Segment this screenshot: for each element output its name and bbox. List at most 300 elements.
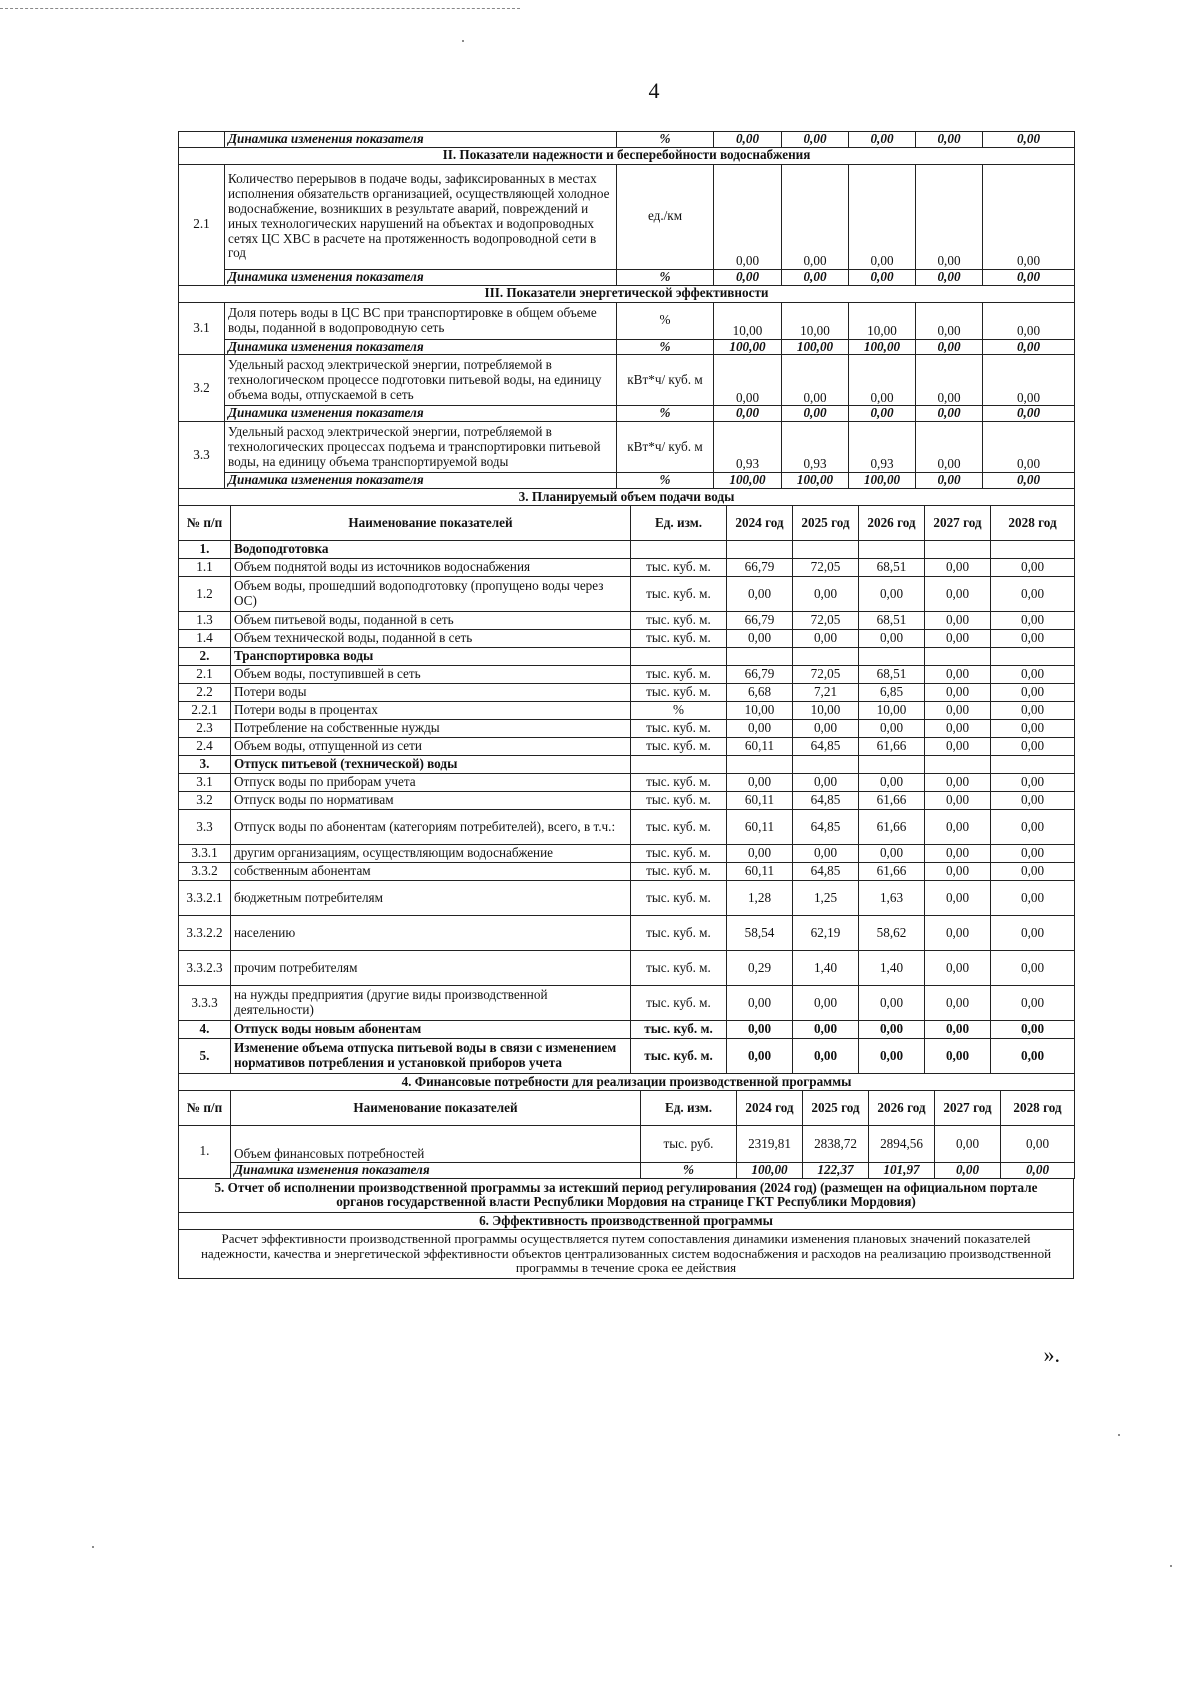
value-cell: 1,25 <box>793 880 859 915</box>
value-cell <box>925 647 991 665</box>
value-cell: 0,00 <box>925 576 991 611</box>
indicator-name: Доля потерь воды в ЦС ВС при транспортировке в общем объеме воды, поданной в водопроводную сеть <box>225 302 617 339</box>
section3-title <box>179 285 1075 302</box>
unit-cell: тыс. куб. м. <box>631 737 727 755</box>
row-name: Водоподготовка <box>231 540 631 558</box>
row-name: Объем воды, прошедший водоподготовку (пропущено воды через ОС) <box>231 576 631 611</box>
table-row <box>179 809 1075 844</box>
value-cell: 0,00 <box>925 1020 991 1038</box>
unit-cell: тыс. куб. м. <box>631 683 727 701</box>
value-cell: 0,00 <box>793 719 859 737</box>
indicator-row <box>179 164 1075 269</box>
indicator-row <box>179 302 1075 339</box>
row-number: 2.1 <box>179 164 225 285</box>
table-row <box>179 558 1075 576</box>
row-number: 1.1 <box>179 558 231 576</box>
row-number: 3.3.1 <box>179 844 231 862</box>
table-row <box>179 576 1075 611</box>
value-cell: 0,00 <box>991 950 1075 985</box>
row-name: Потери воды <box>231 683 631 701</box>
value-cell: 0,00 <box>859 719 925 737</box>
unit-cell <box>631 755 727 773</box>
value-cell: 64,85 <box>793 809 859 844</box>
value-cell: 0,00 <box>991 844 1075 862</box>
table-row <box>179 540 1075 558</box>
row-name: Отпуск питьевой (технической) воды <box>231 755 631 773</box>
dynamics-label: Динамика изменения показателя <box>225 269 617 285</box>
value-cell: 0,00 <box>991 862 1075 880</box>
value-cell: 0,00 <box>916 164 983 269</box>
row-number: 3.3 <box>179 422 225 489</box>
value-cell: 72,05 <box>793 611 859 629</box>
value-cell: 0,00 <box>991 791 1075 809</box>
dynamics-row <box>179 132 1075 148</box>
value-cell: 0,00 <box>983 132 1075 148</box>
row-number: 2.2.1 <box>179 701 231 719</box>
table-row <box>179 719 1075 737</box>
unit-cell: % <box>617 132 714 148</box>
row-number: 5. <box>179 1038 231 1073</box>
section3-title-cell: III. Показатели энергетической эффективности <box>179 285 1075 302</box>
unit-cell: тыс. куб. м. <box>631 1020 727 1038</box>
row-number: 2. <box>179 647 231 665</box>
table-row <box>179 915 1075 950</box>
value-cell: 61,66 <box>859 737 925 755</box>
row-number: 3.3.3 <box>179 985 231 1020</box>
dynamics-row <box>179 473 1075 489</box>
table-row <box>179 701 1075 719</box>
value-cell: 0,00 <box>782 269 849 285</box>
value-cell: 2319,81 <box>737 1125 803 1162</box>
table-row <box>179 950 1075 985</box>
value-cell: 72,05 <box>793 558 859 576</box>
section-fin-title-cell: 4. Финансовые потребности для реализации производственной программы <box>179 1073 1075 1090</box>
value-cell: 0,00 <box>727 985 793 1020</box>
table-row <box>179 737 1075 755</box>
unit-cell: тыс. куб. м. <box>631 1038 727 1073</box>
value-cell: 0,00 <box>991 985 1075 1020</box>
value-cell: 0,00 <box>925 611 991 629</box>
value-cell: 0,00 <box>727 719 793 737</box>
value-cell: 0,93 <box>849 422 916 473</box>
value-cell: 6,85 <box>859 683 925 701</box>
row-number: 2.3 <box>179 719 231 737</box>
unit-cell: тыс. куб. м. <box>631 950 727 985</box>
row-name: Объем воды, отпущенной из сети <box>231 737 631 755</box>
value-cell: 0,00 <box>727 844 793 862</box>
value-cell: 0,00 <box>859 629 925 647</box>
row-number: 2.4 <box>179 737 231 755</box>
header-year: 2026 год <box>859 505 925 540</box>
value-cell: 6,68 <box>727 683 793 701</box>
value-cell: 0,00 <box>925 862 991 880</box>
value-cell: 0,00 <box>849 164 916 269</box>
value-cell: 0,00 <box>849 269 916 285</box>
unit-cell: % <box>617 269 714 285</box>
section2-title-cell: II. Показатели надежности и бесперебойности водоснабжения <box>179 147 1075 164</box>
value-cell: 0,00 <box>991 737 1075 755</box>
section5-title: 5. Отчет об исполнении производственной программы за истекший период регулирования (2024 год) (размещен на официальном портале органов государственной власти Республики Мордовия на странице ГКТ Республики Мордовия) <box>179 1178 1074 1213</box>
table-row <box>179 791 1075 809</box>
value-cell: 10,00 <box>782 302 849 339</box>
indicator-name: Удельный расход электрической энергии, потребляемой в технологических процессах подъема и транспортировки питьевой воды, на единицу объема транспортируемой воды <box>225 422 617 473</box>
value-cell: 100,00 <box>849 473 916 489</box>
value-cell: 0,00 <box>782 132 849 148</box>
header-year: 2028 год <box>1001 1090 1075 1125</box>
scan-speck <box>1170 1565 1172 1567</box>
header-year: 2027 год <box>925 505 991 540</box>
row-number: 3.3.2.2 <box>179 915 231 950</box>
page-number: 4 <box>648 78 660 103</box>
value-cell: 0,00 <box>859 1038 925 1073</box>
value-cell: 0,00 <box>925 773 991 791</box>
indicator-name: Количество перерывов в подаче воды, зафиксированных в местах исполнения обязательств организацией, осуществляющей холодное водоснабжение, возникших в результате аварий, повреждений и иных технологических нарушений на объектах и водопроводных сетях ЦС ХВС в расчете на протяженность водопроводной сети в год <box>225 164 617 269</box>
value-cell <box>991 540 1075 558</box>
value-cell <box>859 540 925 558</box>
unit-cell: тыс. куб. м. <box>631 791 727 809</box>
value-cell: 60,11 <box>727 791 793 809</box>
value-cell: 0,00 <box>991 719 1075 737</box>
value-cell: 0,00 <box>714 164 782 269</box>
row-number: 3.2 <box>179 791 231 809</box>
row-number: 1.4 <box>179 629 231 647</box>
value-cell: 0,00 <box>991 665 1075 683</box>
value-cell <box>793 755 859 773</box>
row-number: 3. <box>179 755 231 773</box>
row-name: бюджетным потребителям <box>231 880 631 915</box>
value-cell <box>793 540 859 558</box>
value-cell: 122,37 <box>803 1162 869 1178</box>
table-row <box>179 862 1075 880</box>
unit-cell: % <box>617 473 714 489</box>
unit-cell: тыс. руб. <box>641 1125 737 1162</box>
value-cell: 0,00 <box>782 406 849 422</box>
unit-cell: тыс. куб. м. <box>631 576 727 611</box>
value-cell: 1,40 <box>793 950 859 985</box>
section2-title <box>179 147 1075 164</box>
value-cell: 101,97 <box>869 1162 935 1178</box>
dynamics-label: Динамика изменения показателя <box>231 1162 641 1178</box>
value-cell: 60,11 <box>727 862 793 880</box>
row-number: 3.3.2 <box>179 862 231 880</box>
value-cell: 0,00 <box>925 1038 991 1073</box>
value-cell: 0,00 <box>714 355 782 406</box>
dynamics-label: Динамика изменения показателя <box>225 406 617 422</box>
value-cell: 72,05 <box>793 665 859 683</box>
value-cell: 0,00 <box>714 269 782 285</box>
dynamics-label: Динамика изменения показателя <box>225 339 617 355</box>
value-cell: 10,00 <box>714 302 782 339</box>
value-cell: 0,00 <box>925 719 991 737</box>
value-cell: 0,00 <box>727 1020 793 1038</box>
value-cell: 0,00 <box>991 809 1075 844</box>
value-cell: 66,79 <box>727 665 793 683</box>
value-cell: 0,00 <box>991 576 1075 611</box>
row-number: 1.2 <box>179 576 231 611</box>
scan-speck <box>92 1546 94 1548</box>
value-cell: 0,00 <box>727 629 793 647</box>
value-cell: 0,00 <box>983 339 1075 355</box>
value-cell: 0,00 <box>916 422 983 473</box>
unit-cell: % <box>641 1162 737 1178</box>
row-number: 3.3.2.3 <box>179 950 231 985</box>
header-num: № п/п <box>179 505 231 540</box>
value-cell: 0,00 <box>925 880 991 915</box>
row-name: Объем поднятой воды из источников водоснабжения <box>231 558 631 576</box>
value-cell: 0,00 <box>983 355 1075 406</box>
value-cell <box>727 647 793 665</box>
value-cell: 0,00 <box>983 164 1075 269</box>
value-cell: 64,85 <box>793 791 859 809</box>
value-cell: 100,00 <box>782 473 849 489</box>
value-cell: 0,00 <box>793 576 859 611</box>
table-row <box>179 773 1075 791</box>
value-cell: 0,00 <box>925 809 991 844</box>
value-cell: 7,21 <box>793 683 859 701</box>
header-year: 2026 год <box>869 1090 935 1125</box>
row-number: 4. <box>179 1020 231 1038</box>
row-number: 2.1 <box>179 665 231 683</box>
value-cell: 0,00 <box>935 1162 1001 1178</box>
header-num: № п/п <box>179 1090 231 1125</box>
unit-cell: тыс. куб. м. <box>631 862 727 880</box>
unit-cell: тыс. куб. м. <box>631 558 727 576</box>
header-year: 2024 год <box>737 1090 803 1125</box>
value-cell <box>991 755 1075 773</box>
value-cell: 0,00 <box>991 880 1075 915</box>
unit-cell: тыс. куб. м. <box>631 844 727 862</box>
unit-cell: тыс. куб. м. <box>631 915 727 950</box>
value-cell: 0,00 <box>991 611 1075 629</box>
value-cell: 0,00 <box>991 683 1075 701</box>
unit-cell: % <box>617 302 714 339</box>
report-efficiency-table <box>178 1178 1074 1279</box>
row-number: 3.2 <box>179 355 225 422</box>
value-cell: 0,00 <box>916 339 983 355</box>
value-cell: 0,00 <box>925 683 991 701</box>
value-cell: 0,00 <box>916 473 983 489</box>
value-cell: 0,00 <box>991 701 1075 719</box>
value-cell: 0,00 <box>793 773 859 791</box>
table-row <box>179 611 1075 629</box>
indicator-row <box>179 422 1075 473</box>
value-cell: 0,00 <box>991 915 1075 950</box>
row-number: 3.3.2.1 <box>179 880 231 915</box>
value-cell: 0,00 <box>916 406 983 422</box>
value-cell: 0,00 <box>916 269 983 285</box>
header-year: 2028 год <box>991 505 1075 540</box>
unit-cell: тыс. куб. м. <box>631 629 727 647</box>
table-header-row <box>179 1090 1075 1125</box>
value-cell: 61,66 <box>859 809 925 844</box>
table-row <box>179 844 1075 862</box>
value-cell: 2894,56 <box>869 1125 935 1162</box>
value-cell: 0,00 <box>859 773 925 791</box>
value-cell <box>991 647 1075 665</box>
unit-cell <box>631 540 727 558</box>
table-header-row <box>179 505 1075 540</box>
value-cell: 0,00 <box>1001 1162 1075 1178</box>
dynamics-row <box>179 339 1075 355</box>
table-row <box>179 647 1075 665</box>
value-cell: 0,00 <box>727 1038 793 1073</box>
table-row <box>179 985 1075 1020</box>
value-cell: 0,00 <box>793 1020 859 1038</box>
value-cell: 0,00 <box>983 406 1075 422</box>
row-name: Отпуск воды новым абонентам <box>231 1020 631 1038</box>
row-number: 3.1 <box>179 302 225 355</box>
value-cell: 0,00 <box>916 302 983 339</box>
row-name: Потребление на собственные нужды <box>231 719 631 737</box>
value-cell: 0,00 <box>935 1125 1001 1162</box>
row-name: населению <box>231 915 631 950</box>
value-cell: 0,00 <box>793 1038 859 1073</box>
value-cell <box>727 755 793 773</box>
value-cell: 0,00 <box>727 576 793 611</box>
value-cell <box>859 647 925 665</box>
table-row <box>179 683 1075 701</box>
unit-cell: ед./км <box>617 164 714 269</box>
unit-cell: % <box>617 339 714 355</box>
value-cell: 0,00 <box>925 701 991 719</box>
value-cell: 0,00 <box>714 132 782 148</box>
table-row <box>179 755 1075 773</box>
value-cell: 1,63 <box>859 880 925 915</box>
value-cell: 0,00 <box>925 665 991 683</box>
section6-title: 6. Эффективность производственной программы <box>179 1213 1074 1230</box>
section6-text: Расчет эффективности производственной программы осуществляется путем сопоставления динамики изменения плановых значений показателей надежности, качества и энергетической эффективности объектов централизованных систем водоснабжения и расходов на реализацию производственной программы в течение срока ее действия <box>179 1230 1074 1279</box>
value-cell: 68,51 <box>859 665 925 683</box>
row-name: Объем питьевой воды, поданной в сеть <box>231 611 631 629</box>
table-row <box>179 1125 1075 1162</box>
value-cell: 10,00 <box>793 701 859 719</box>
closing-quote: ». <box>1043 1342 1060 1367</box>
row-number: 2.2 <box>179 683 231 701</box>
value-cell: 0,00 <box>849 406 916 422</box>
value-cell: 60,11 <box>727 809 793 844</box>
value-cell: 0,00 <box>714 406 782 422</box>
value-cell <box>793 647 859 665</box>
value-cell: 0,00 <box>983 473 1075 489</box>
value-cell: 100,00 <box>737 1162 803 1178</box>
value-cell: 0,00 <box>793 985 859 1020</box>
value-cell: 0,00 <box>727 773 793 791</box>
value-cell: 0,00 <box>782 164 849 269</box>
row-number: 3.1 <box>179 773 231 791</box>
value-cell: 0,00 <box>925 844 991 862</box>
value-cell: 61,66 <box>859 862 925 880</box>
scan-speck <box>462 40 464 42</box>
value-cell: 0,00 <box>983 302 1075 339</box>
row-name: Изменение объема отпуска питьевой воды в связи с изменением нормативов потребления и установкой приборов учета <box>231 1038 631 1073</box>
indicator-name: Удельный расход электрической энергии, потребляемой в технологическом процессе подготовки питьевой воды, на единицу объема воды, отпускаемой в сеть <box>225 355 617 406</box>
value-cell: 0,00 <box>849 132 916 148</box>
unit-cell: тыс. куб. м. <box>631 809 727 844</box>
value-cell: 68,51 <box>859 558 925 576</box>
value-cell: 0,29 <box>727 950 793 985</box>
value-cell <box>859 755 925 773</box>
header-unit: Ед. изм. <box>631 505 727 540</box>
row-number: 1.3 <box>179 611 231 629</box>
row-name: Транспортировка воды <box>231 647 631 665</box>
value-cell: 0,00 <box>916 355 983 406</box>
value-cell: 0,00 <box>925 915 991 950</box>
value-cell: 0,00 <box>859 844 925 862</box>
value-cell: 2838,72 <box>803 1125 869 1162</box>
unit-cell: тыс. куб. м. <box>631 985 727 1020</box>
unit-cell: % <box>617 406 714 422</box>
scan-speck <box>1118 1434 1120 1436</box>
header-year: 2024 год <box>727 505 793 540</box>
value-cell: 10,00 <box>849 302 916 339</box>
value-cell: 0,00 <box>991 558 1075 576</box>
section-plan-title <box>179 488 1075 505</box>
unit-cell: тыс. куб. м. <box>631 719 727 737</box>
row-name: Отпуск воды по абонентам (категориям потребителей), всего, в т.ч.: <box>231 809 631 844</box>
value-cell: 58,62 <box>859 915 925 950</box>
section-plan-title-cell: 3. Планируемый объем подачи воды <box>179 488 1075 505</box>
value-cell: 0,00 <box>859 985 925 1020</box>
value-cell: 1,28 <box>727 880 793 915</box>
table-row <box>179 1038 1075 1073</box>
value-cell: 0,00 <box>925 558 991 576</box>
value-cell: 0,00 <box>793 844 859 862</box>
header-year: 2025 год <box>803 1090 869 1125</box>
dynamics-label: Динамика изменения показателя <box>225 132 617 148</box>
value-cell: 0,00 <box>859 576 925 611</box>
scan-edge-line <box>0 8 520 9</box>
value-cell: 0,00 <box>925 985 991 1020</box>
value-cell: 0,93 <box>782 422 849 473</box>
value-cell: 68,51 <box>859 611 925 629</box>
row-name: Объем технической воды, поданной в сеть <box>231 629 631 647</box>
dynamics-row <box>179 1162 1075 1178</box>
row-name: другим организациям, осуществляющим водоснабжение <box>231 844 631 862</box>
value-cell: 0,00 <box>991 1020 1075 1038</box>
unit-cell: тыс. куб. м. <box>631 665 727 683</box>
value-cell: 0,00 <box>925 629 991 647</box>
row-number: 1. <box>179 1125 231 1178</box>
value-cell: 100,00 <box>782 339 849 355</box>
value-cell: 58,54 <box>727 915 793 950</box>
value-cell: 64,85 <box>793 862 859 880</box>
row-name: собственным абонентам <box>231 862 631 880</box>
unit-cell <box>631 647 727 665</box>
document-table-block <box>178 131 1074 1279</box>
value-cell <box>925 755 991 773</box>
value-cell: 100,00 <box>714 339 782 355</box>
row-name: Объем финансовых потребностей <box>231 1125 641 1162</box>
value-cell: 0,00 <box>925 791 991 809</box>
unit-cell: % <box>631 701 727 719</box>
value-cell: 10,00 <box>727 701 793 719</box>
finance-table <box>178 1073 1075 1179</box>
header-name: Наименование показателей <box>231 505 631 540</box>
value-cell: 60,11 <box>727 737 793 755</box>
value-cell: 0,00 <box>925 950 991 985</box>
value-cell: 0,00 <box>793 629 859 647</box>
value-cell: 66,79 <box>727 558 793 576</box>
row-number: 1. <box>179 540 231 558</box>
header-name: Наименование показателей <box>231 1090 641 1125</box>
value-cell: 0,00 <box>991 1038 1075 1073</box>
value-cell: 61,66 <box>859 791 925 809</box>
value-cell: 0,00 <box>916 132 983 148</box>
table-row <box>179 629 1075 647</box>
value-cell: 0,00 <box>991 629 1075 647</box>
value-cell: 0,00 <box>859 1020 925 1038</box>
table-row <box>179 1020 1075 1038</box>
